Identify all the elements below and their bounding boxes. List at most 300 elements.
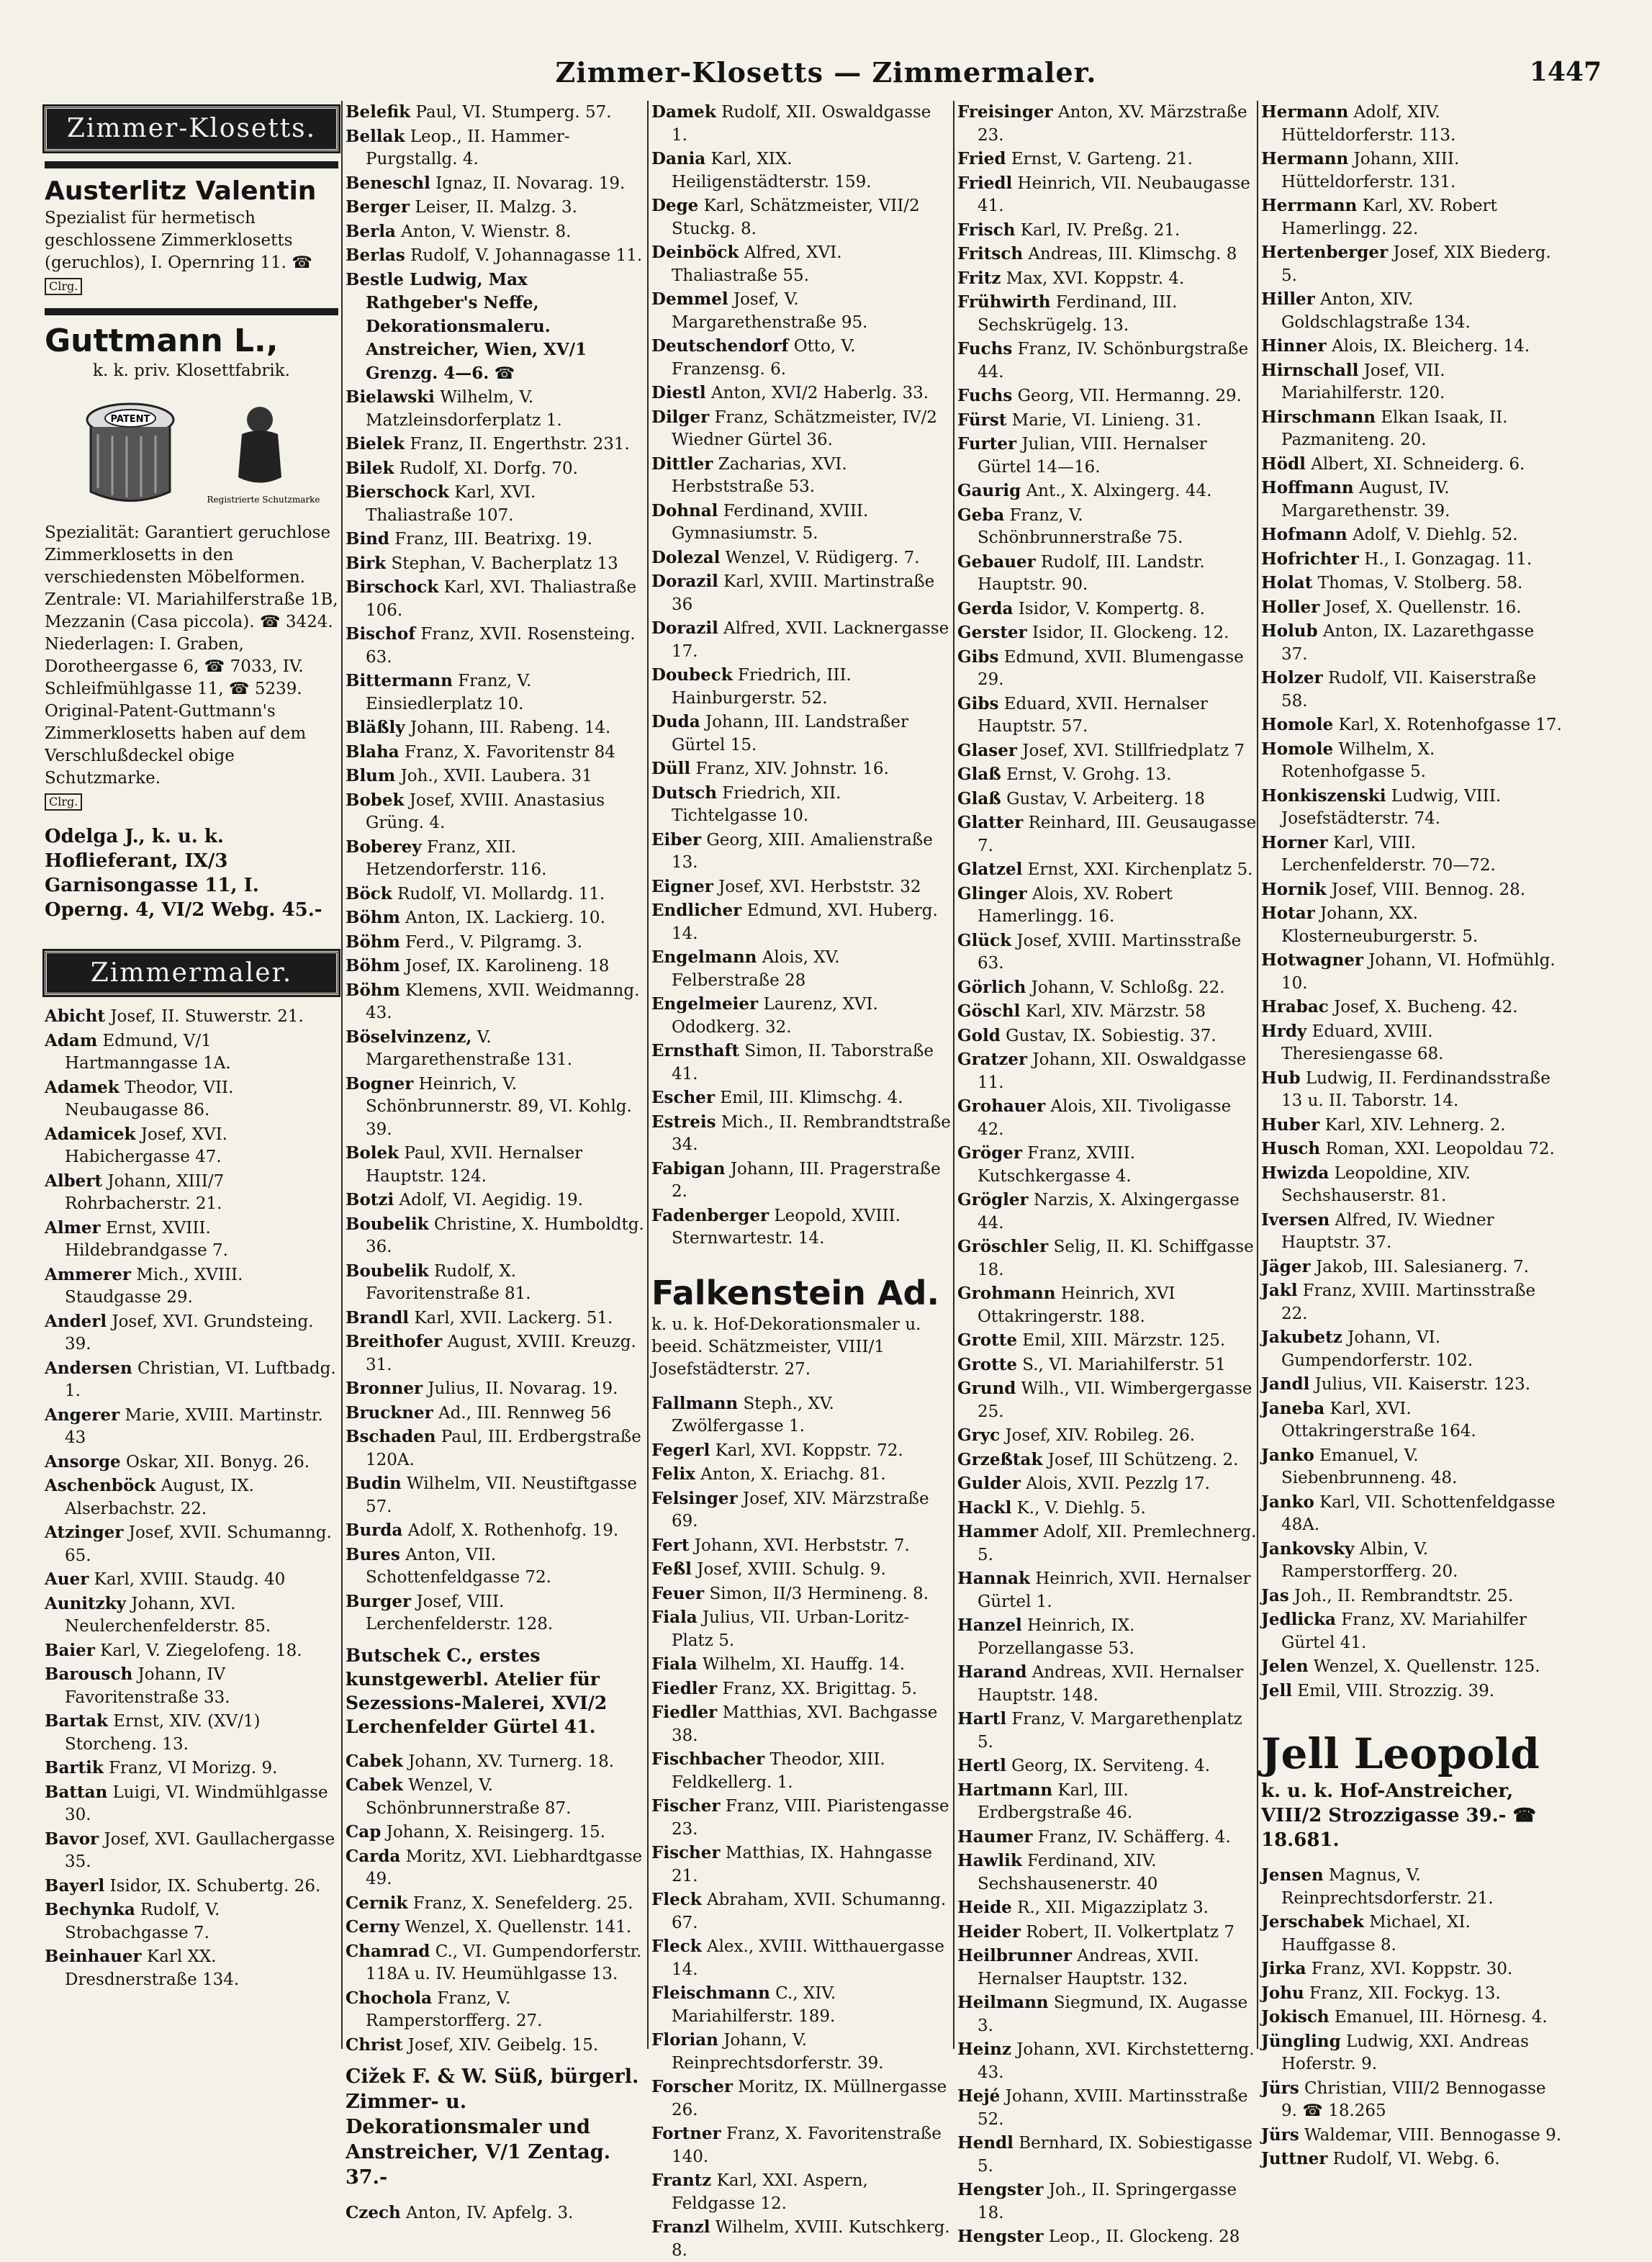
directory-entry [346,1260,645,1306]
entry-address: Josef, XVI. Stillfriedplatz 7 [1022,742,1245,760]
directory-entry [346,1189,645,1212]
directory-entry [651,500,951,546]
entry-address: Karl, Schätzmeister, VII/2 Stuckg. 8. [672,197,920,238]
entry-address: Wenzel, V. Schönbrunnerstraße 87. [366,1776,572,1818]
directory-entry [45,1474,338,1520]
ad-odelga [45,824,338,922]
entry-address: Ant., X. Alxingerg. 44. [1026,482,1212,500]
entry-name: Heider [957,1922,1021,1942]
entry-name: Carda [346,1847,400,1866]
entry-name: Dolezal [651,548,720,567]
directory-entry [1261,1864,1563,1910]
directory-entry [1261,1538,1563,1584]
entry-name: Bronner [346,1379,423,1398]
page-number: 1447 [1530,57,1602,87]
entry-address: Franz, XVIII. Martinsstraße 22. [1281,1281,1535,1323]
entry-address: Rudolf, V. Strobachgasse 7. [65,1901,220,1942]
entry-address: ☎ [495,364,515,383]
directory-entry [651,1558,951,1582]
entry-name: Berla [346,222,396,241]
directory-entry [957,291,1257,337]
entry-address: C., XIV. Mariahilferstr. 189. [672,1984,836,2026]
directory-entry [346,1472,645,1518]
entry-name: Jürs [1261,2125,1299,2145]
entry-address: Josef, XVIII. Martinsstraße 63. [978,932,1241,973]
directory-entry [45,1781,338,1827]
directory-entry [1261,1137,1563,1161]
entry-name: Frühwirth [957,292,1051,312]
page-title: Zimmer-Klosetts — Zimmermaler. [556,56,1097,89]
entry-name: Fuchs [957,339,1012,359]
directory-entry [957,811,1257,857]
directory-entry [346,196,645,220]
directory-entry [957,1235,1257,1281]
directory-entry [1261,667,1563,713]
entry-address: Karl, XXI. Aspern, Feldgasse 12. [672,2171,868,2213]
section-heading-klosetts: Zimmer-Klosetts. [45,107,338,151]
entry-name: Hoffmann [1261,478,1354,497]
entry-address: Karl, XVI. Ottakringerstraße 164. [1281,1400,1476,1441]
entry-address: Alfred, XVI. Thaliastraße 55. [672,243,842,285]
ad-austerlitz [45,176,338,297]
entry-name: Grotte [957,1330,1017,1350]
directory-entry [346,1892,645,1916]
entry-address: Franz, III. Beatrixg. 19. [394,530,592,549]
entry-name: Böhm [346,908,400,927]
entry-address: Alois, XV. Robert Hamerlingg. 16. [978,885,1173,927]
entry-name: Holzer [1261,668,1323,688]
directory-entry [651,1204,951,1251]
entry-address: Heinrich, XVI Ottakringerstr. 188. [978,1284,1175,1326]
directory-entry [957,1921,1257,1945]
entry-address: Albin, V. Ramperstorfferg. 20. [1281,1540,1458,1582]
entry-address: Josef, IX. Karolineng. 18 [405,957,609,975]
directory-entry [45,1521,338,1567]
directory-entry [1261,620,1563,666]
entry-name: Blum [346,766,395,785]
entry-address: Ernst, XVIII. Hildebrandgasse 7. [65,1219,228,1261]
ad-austerlitz-text: Spezialist für hermetisch geschlossene Zimmerklosetts (geruchlos), I. Opernring 11. ☎ [45,207,338,274]
entry-address: Wilhelm, VII. Neustiftgasse 57. [366,1474,637,1516]
entry-name: Chochola [346,1988,432,2008]
directory-entry [1261,1397,1563,1443]
column-1 [45,101,338,2049]
entry-name: Burger [346,1592,411,1611]
directory-entry [346,716,645,740]
directory-entry [1261,148,1563,194]
directory-entry [651,2076,951,2122]
entry-address: Franz, XIV. Johnstr. 16. [695,760,888,778]
directory-entry [346,269,645,386]
directory-entry [346,457,645,481]
directory-entry [957,243,1257,266]
directory-entry [346,125,645,171]
entry-address: Elkan Isaak, II. Pazmaniteng. 20. [1281,408,1508,450]
directory-entry [957,172,1257,218]
directory-entry [346,670,645,716]
entry-address: Rudolf, XII. Oswaldgasse 1. [672,103,931,145]
entry-address: August, IX. Alserbachstr. 22. [65,1477,254,1518]
directory-entry [651,993,951,1039]
directory-entry [651,782,951,828]
entry-name: Glinger [957,884,1027,904]
entry-name: Homole [1261,739,1333,759]
entry-name: Bavor [45,1829,99,1849]
directory-entry [957,858,1257,882]
entry-name: Jakl [1261,1281,1297,1300]
entry-address: Alfred, XVII. Lacknergasse 17. [672,619,949,661]
entry-address: Karl, XVI. Thaliastraße 106. [366,578,636,620]
entry-address: Franz, Schätzmeister, IV/2 Wiedner Gürtel 36. [672,408,937,450]
entry-name: Eiber [651,830,701,850]
entry-name: Cap [346,1822,381,1842]
entry-name: Aunitzky [45,1594,126,1613]
entry-name: Forscher [651,2077,733,2096]
entry-address: Josef, XIV. Geibelg. 15. [408,2036,598,2055]
directory-entry [45,1310,338,1356]
entry-name: Engelmeier [651,994,758,1014]
entry-list [651,1392,951,2262]
directory-entry [957,1614,1257,1660]
directory-entry [957,338,1257,384]
directory-entry [346,528,645,551]
directory-entry [1261,477,1563,523]
entry-address: Anton, VII. Schottenfeldgasse 72. [366,1546,551,1587]
entry-name: Hammer [957,1522,1038,1541]
directory-entry [651,1040,951,1086]
page-header [43,50,1609,94]
entry-name: Fischer [651,1843,721,1862]
directory-entry [346,244,645,268]
entry-name: Janko [1261,1446,1314,1465]
entry-name: Felsinger [651,1489,738,1508]
entry-address: Ludwig, XXI. Andreas Hoferstr. 9. [1281,2032,1529,2074]
entry-address: Wilhelm, X. Rotenhofgasse 5. [1281,740,1435,782]
directory-entry [45,1757,338,1780]
directory-entry [346,1213,645,1259]
entry-address: Johann, X. Reisingerg. 15. [387,1823,605,1842]
directory-entry [45,1217,338,1263]
entry-list [346,2202,645,2225]
entry-name: Fiala [651,1654,698,1674]
directory-entry [1261,713,1563,737]
entry-name: Adamicek [45,1125,135,1144]
entry-address: Julius, VII. Urban-Loritz-Platz 5. [672,1608,909,1650]
entry-list [1261,101,1563,1703]
entry-name: Auer [45,1569,89,1589]
entry-address: Bernhard, IX. Sobiestigasse 5. [978,2134,1252,2176]
entry-address: Johann, XII. Oswaldgasse 11. [978,1050,1246,1092]
entry-address: Paul, III. Erdbergstraße 120A. [366,1428,641,1469]
directory-entry [346,623,645,669]
entry-name: Andersen [45,1358,132,1378]
entry-name: Fabigan [651,1159,726,1179]
entry-address: Friedrich, III. Hainburgerstr. 52. [672,666,852,708]
entry-address: Roman, XXI. Leopoldau 72. [1325,1140,1554,1158]
directory-entry [1261,572,1563,595]
directory-entry [957,929,1257,975]
entry-name: Escher [651,1088,715,1107]
entry-address: Josef, XIV. Märzstraße 69. [672,1490,929,1531]
entry-name: Belefik [346,102,410,122]
entry-address: Gustav, V. Arbeiterg. 18 [1006,790,1205,808]
directory-entry [346,1845,645,1891]
directory-entry [651,1606,951,1652]
directory-entry [957,1424,1257,1448]
entry-name: Endlicher [651,901,741,920]
entry-address: Alois, XV. Felberstraße 28 [672,948,840,990]
directory-entry [957,384,1257,408]
directory-entry [1261,548,1563,572]
directory-entry [45,1005,338,1029]
directory-entry [346,1987,645,2033]
entry-name: Jell [1261,1681,1292,1700]
entry-name: Glatter [957,813,1023,832]
directory-entry [957,1661,1257,1707]
entry-name: Bolek [346,1143,399,1163]
entry-address: Ernst, XXI. Kirchenplatz 5. [1028,860,1253,879]
directory-entry [1261,1256,1563,1279]
directory-entry [651,875,951,899]
section-heading-zimmermaler: Zimmermaler. [45,951,338,996]
entry-name: Fuchs [957,386,1012,405]
entry-name: Gold [957,1026,1001,1045]
ad-badge: Clrg. [45,793,82,811]
directory-entry [346,1073,645,1142]
entry-address: Heinrich, VII. Neubaugasse 41. [978,174,1250,216]
entry-name: Duda [651,712,700,731]
column-rule [1257,101,1258,2049]
entry-address: Franz, IV. Schönburgstraße 44. [978,340,1248,382]
entry-address: Ludwig, II. Ferdinandsstraße 13 u. II. Taborstr. 14. [1281,1069,1551,1111]
entry-name: Hartl [957,1709,1006,1729]
entry-name: Hornik [1261,880,1327,899]
entry-name: Hödl [1261,454,1306,474]
entry-address: Mich., XVIII. Staudgasse 29. [65,1266,243,1307]
entry-address: Adolf, XII. Premlechnerg. 5. [978,1523,1256,1564]
entry-address: Paul, XVII. Hernalser Hauptstr. 124. [366,1144,582,1186]
entry-address: Alois, XII. Tivoligasse 42. [978,1097,1231,1139]
ad-odelga-text: Odelga J., k. u. k. Hoflieferant, IX/3 Garnisongasse 11, I. Operng. 4, VI/2 Webg. 45.- [45,824,338,922]
entry-name: Hirnschall [1261,361,1358,380]
ad-butschek-text: Butschek C., erstes kunstgewerbl. Atelier für Sezessions-Malerei, XVI/2 Lerchenfelder Gürtel 41. [346,1644,645,1739]
entry-name: Boubelik [346,1215,429,1234]
entry-address: Franz, V. Schönbrunnerstraße 75. [978,506,1183,548]
entry-name: Hengster [957,2180,1044,2199]
directory-entry [346,576,645,622]
directory-entry [651,664,951,710]
directory-entry [1261,2124,1563,2148]
entry-address: Franz, X. Favoritenstr 84 [405,743,615,762]
entry-name: Haumer [957,1827,1032,1847]
entry-address: Emil, VIII. Strozzig. 39. [1297,1682,1494,1700]
directory-entry [957,479,1257,503]
directory-entry [45,1404,338,1450]
entry-name: Jankovsky [1261,1539,1354,1559]
entry-address: K., V. Diehlg. 5. [1017,1499,1146,1518]
entry-address: Franz, XVII. Rosensteing. 63. [366,625,636,667]
directory-entry [1261,1585,1563,1608]
directory-entry [957,1849,1257,1896]
entry-name: Dilger [651,407,709,427]
entry-address: Rudolf, VII. Kaiserstraße 58. [1281,669,1536,711]
directory-entry [957,646,1257,692]
entry-address: Johann, V. Schloßg. 22. [1032,978,1225,997]
entry-name: Jokisch [1261,2007,1330,2027]
entry-name: Frantz [651,2171,711,2190]
directory-entry [651,829,951,875]
entry-name: Grund [957,1379,1016,1398]
directory-entry [957,1095,1257,1141]
entry-name: Jirka [1261,1959,1306,1978]
directory-entry [346,1750,645,1774]
entry-address: Reinhard, III. Geusaugasse 7. [978,814,1256,855]
entry-name: Hengster [957,2227,1044,2246]
entry-name: Barousch [45,1664,132,1684]
entry-name: Gebauer [957,552,1036,572]
entry-name: Fleischmann [651,1983,770,2003]
entry-address: Emanuel, III. Hörnesg. 4. [1335,2008,1548,2027]
directory-entry [1261,1162,1563,1208]
directory-entry [1261,523,1563,547]
directory-entry [346,765,645,788]
directory-entry [651,757,951,781]
directory-entry [957,763,1257,787]
entry-address: Adolf, X. Rothenhofg. 19. [408,1521,619,1540]
entry-name: Fadenberger [651,1206,769,1225]
directory-entry [346,789,645,835]
entry-address: Franz, V. Ramperstorfferg. 27. [366,1989,542,2031]
entry-list [1261,1864,1563,2171]
entry-name: Geba [957,505,1004,525]
entry-address: Christine, X. Humboldtg. 36. [366,1215,644,1257]
entry-name: Bielawski [346,387,435,407]
entry-name: Dege [651,196,698,215]
directory-entry [346,1330,645,1376]
directory-entry [1261,996,1563,1019]
entry-name: Abicht [45,1006,105,1026]
directory-entry [346,906,645,930]
column-rule [647,101,649,2049]
entry-name: Estreis [651,1112,716,1132]
entry-address: Anton, X. Eriachg. 81. [700,1465,885,1484]
directory-entry [957,1896,1257,1920]
entry-name: Jürs [1261,2078,1299,2098]
directory-entry [957,693,1257,739]
commode-icon [69,391,191,513]
directory-entry [1261,1020,1563,1066]
entry-address: Andreas, XVII. Hernalser Hauptstr. 132. [978,1947,1199,1988]
entry-name: Janko [1261,1492,1314,1512]
entry-address: Ferdinand, XIV. Sechshausenerstr. 40 [978,1852,1157,1893]
entry-name: Hertl [957,1756,1006,1775]
entry-address: Johann, XX. Klosterneuburgerstr. 5. [1281,904,1478,946]
entry-address: Johann, VI. Gumpendorferstr. 102. [1281,1328,1473,1370]
entry-address: Adolf, V. Diehlg. 52. [1353,526,1518,544]
entry-address: Christian, VIII/2 Bennogasse 9. ☎ 18.265 [1281,2079,1546,2121]
directory-entry [957,1520,1257,1567]
entry-address: Franz, V. Einsiedlerplatz 10. [366,672,531,713]
entry-name: Grohauer [957,1096,1045,1116]
entry-address: Karl, VIII. Lerchenfelderstr. 70—72. [1281,834,1496,875]
entry-name: Hofrichter [1261,549,1359,569]
entry-address: Franz, VI Morizg. 9. [109,1759,277,1777]
entry-address: Franz, XII. Fockyg. 13. [1309,1984,1501,2003]
directory-entry [346,172,645,196]
directory-entry [651,1701,951,1747]
entry-address: Julius, VII. Kaiserstr. 123. [1315,1375,1530,1394]
directory-entry [651,1086,951,1110]
entry-address: Karl, VII. Schottenfeldgasse 48A. [1281,1493,1555,1535]
entry-address: Ludwig, VIII. Josefstädterstr. 74. [1281,787,1501,829]
directory-entry [651,711,951,757]
directory-entry [1261,1067,1563,1113]
entry-name: Adam [45,1031,97,1050]
directory-entry [346,1940,645,1986]
directory-entry [45,1875,338,1898]
directory-entry [651,1439,951,1463]
directory-entry [651,899,951,945]
entry-address: Karl, V. Ziegelofeng. 18. [100,1641,302,1660]
entry-name: Engelmann [651,947,757,967]
entry-address: August, IV. Margarethenstr. 39. [1281,479,1450,521]
directory-entry [957,219,1257,243]
entry-address: Josef, XVI. Habichergasse 47. [65,1125,227,1167]
directory-entry [957,1329,1257,1353]
directory-entry [1261,1491,1563,1537]
entry-address: Adolf, XIV. Hütteldorferstr. 113. [1281,103,1455,145]
entry-name: Göschl [957,1001,1020,1021]
directory-entry [1261,2148,1563,2171]
entry-name: Fiedler [651,1679,717,1698]
entry-address: August, XVIII. Kreuzg. 31. [366,1333,636,1374]
entry-address: Ernst, V. Grohg. 13. [1006,765,1171,784]
directory-entry [346,741,645,765]
directory-entry [1261,1957,1563,1981]
entry-name: Berlas [346,245,405,265]
entry-address: Karl, X. Rotenhofgasse 17. [1338,716,1561,734]
entry-name: Deinböck [651,243,739,262]
entry-address: Edmund, V/1 Hartmanngasse 1A. [65,1032,231,1073]
entry-list [45,1005,338,1991]
directory-entry [651,570,951,616]
entry-address: Selig, II. Kl. Schiffgasse 18. [978,1238,1254,1279]
entry-name: Bartik [45,1758,104,1777]
entry-name: Dutsch [651,783,717,803]
directory-entry [957,788,1257,811]
entry-address: Ignaz, II. Novarag. 19. [435,174,625,193]
entry-address: Johann, XVI. Neulerchenfelderstr. 85. [65,1595,271,1636]
ad-guttmann-text: Spezialität: Garantiert geruchlose Zimmerklosetts in den verschiedensten Möbelformen. Zentrale: VI. Mariahilferstraße 1B, Mezzanin (Casa piccola). ☎ 3424. Niederlagen: I. Graben, Dorotheergasse 6, ☎ 7033, IV. Schleifmühlgasse 11, ☎ 5239. Original-Patent-Guttmann's Zimmerklosetts haben auf dem Verschlußdeckel obige Schutzmarke. [45,522,338,790]
directory-entry [651,1842,951,1888]
entry-address: Theodor, VII. Neubaugasse 86. [65,1078,233,1120]
directory-entry [957,1142,1257,1188]
entry-address: Ferd., V. Pilgramg. 3. [405,933,582,952]
entry-name: Juttner [1261,2149,1327,2168]
directory-entry [1261,1114,1563,1137]
entry-name: Hackl [957,1498,1011,1518]
entry-address: Karl, XVI. Thaliastraße 107. [366,483,536,525]
entry-address: Karl, IV. Preßg. 21. [1021,221,1181,240]
entry-address: Wenzel, X. Quellenstr. 141. [405,1918,631,1937]
entry-name: Brandl [346,1308,409,1328]
entry-address: Steph., XV. Zwölfergasse 1. [672,1394,834,1436]
entry-name: Herrmann [1261,196,1357,215]
entry-address: Josef, X. Quellenstr. 16. [1325,598,1522,617]
ad-falkenstein [651,1272,951,1381]
entry-address: Georg, XIII. Amalienstraße 13. [672,831,933,873]
entry-name: Glaß [957,789,1001,808]
